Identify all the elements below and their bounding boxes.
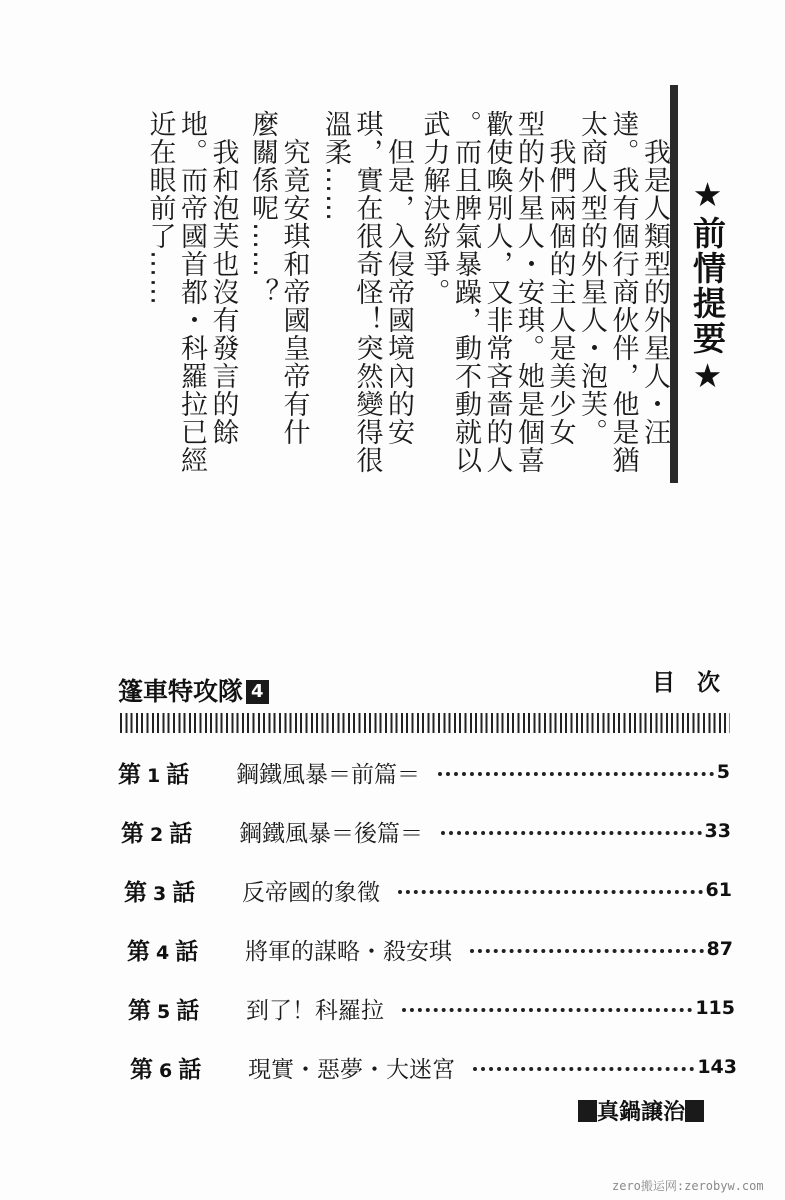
volume-badge: 4 <box>246 680 269 704</box>
chapter-entry[interactable] <box>127 932 733 966</box>
chapter-title: 將軍的謀略・殺安琪 <box>245 938 452 965</box>
chapter-number: 第 4 話 <box>127 938 199 965</box>
synopsis-column: 琪，實在很奇怪！突然變得很 <box>351 110 383 474</box>
synopsis-column: 麼關係呢……？ <box>247 110 278 306</box>
chapter-number: 第 1 話 <box>118 761 190 788</box>
synopsis-column: 達。我有個行商伙伴，他是猶 <box>607 110 639 474</box>
page-number: 87 <box>706 938 733 960</box>
chapter-title: 現實・惡夢・大迷宮 <box>248 1056 455 1083</box>
square-ornament-icon <box>578 1100 597 1122</box>
chapter-entry[interactable] <box>124 873 732 907</box>
synopsis-column: 我是人類型的外星人・汪 <box>639 138 670 446</box>
dot-leader <box>441 831 702 835</box>
chapter-number: 第 5 話 <box>128 997 200 1024</box>
page-number: 115 <box>695 997 735 1019</box>
dot-leader <box>470 949 704 953</box>
synopsis-column: 。而且脾氣暴躁，動不動就以 <box>450 110 481 474</box>
page-number: 5 <box>716 761 730 783</box>
synopsis-column: 溫柔…… <box>320 110 351 222</box>
dot-leader <box>398 890 703 894</box>
chapter-title: 到了！科羅拉 <box>246 997 384 1024</box>
page-number: 143 <box>697 1056 737 1078</box>
chapter-entry[interactable] <box>128 991 735 1025</box>
dot-leader <box>438 772 714 776</box>
chapter-number: 第 6 話 <box>130 1056 202 1083</box>
page-number: 33 <box>704 820 731 842</box>
series-title <box>118 672 269 708</box>
synopsis-column: 我們兩個的主人是美少女 <box>544 138 576 446</box>
page-number: 61 <box>705 879 732 901</box>
chapter-entry[interactable] <box>118 755 730 789</box>
synopsis-column: 型的外星人・安琪。她是個喜 <box>513 110 544 474</box>
synopsis-section <box>144 110 670 510</box>
chapter-title: 鋼鐵風暴＝前篇＝ <box>236 761 420 788</box>
author-credit <box>578 1095 704 1126</box>
heading-divider-bar <box>670 85 678 483</box>
chapter-title: 鋼鐵風暴＝後篇＝ <box>239 820 423 847</box>
synopsis-column: 太商人型的外星人・泡芙。 <box>576 110 607 446</box>
toc-title: 目次 <box>652 670 742 696</box>
synopsis-column: 歡使喚別人，又非常吝嗇的人 <box>481 110 513 474</box>
synopsis-column: 近在眼前了…… <box>144 110 176 306</box>
synopsis-column: 地。而帝國首都・科羅拉已經 <box>176 110 207 474</box>
chapter-number: 第 2 話 <box>121 820 193 847</box>
hatched-divider <box>120 713 730 733</box>
series-name: 篷車特攻隊 <box>118 677 244 706</box>
chapter-number: 第 3 話 <box>124 879 196 906</box>
author-name: 真鍋譲治 <box>597 1100 686 1125</box>
synopsis-column: 但是，入侵帝國境內的安 <box>383 138 414 446</box>
synopsis-column: 我和泡芙也沒有發言的餘 <box>207 138 239 446</box>
chapter-title: 反帝國的象徵 <box>242 879 380 906</box>
chapter-entry[interactable] <box>130 1050 737 1084</box>
square-ornament-icon <box>685 1100 704 1122</box>
dot-leader <box>402 1008 692 1012</box>
dot-leader <box>473 1067 694 1071</box>
watermark: zero搬运网:zerobyw.com <box>612 1179 764 1193</box>
synopsis-column: 究竟安琪和帝國皇帝有什 <box>278 138 310 446</box>
synopsis-heading: ★前情提要★ <box>688 175 727 397</box>
chapter-entry[interactable] <box>121 814 731 848</box>
synopsis-column: 武力解決紛爭。 <box>418 110 450 306</box>
